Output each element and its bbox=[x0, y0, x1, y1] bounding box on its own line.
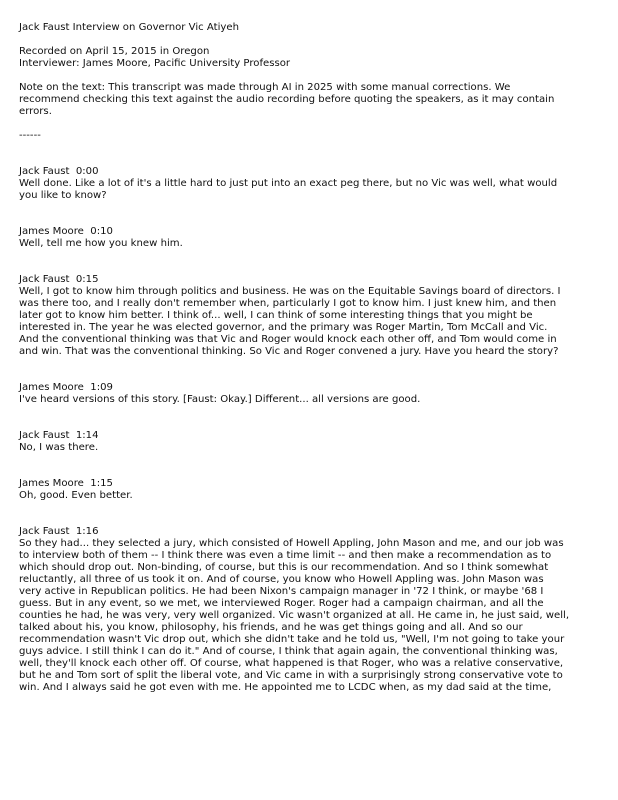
speech-line: Oh, good. Even better. bbox=[19, 490, 133, 501]
transcript-turns bbox=[19, 166, 609, 694]
transcript-turn bbox=[19, 430, 609, 454]
document-title: Jack Faust Interview on Governor Vic Atiyeh bbox=[19, 22, 239, 33]
transcript-turn bbox=[19, 382, 609, 406]
note-line: Note on the text: This transcript was made through AI in 2025 with some manual corrections. We bbox=[19, 82, 511, 93]
interviewer-info: Interviewer: James Moore, Pacific University Professor bbox=[19, 58, 291, 69]
speech-line: was there too, and I really don't remember when, particularly I got to know him. I just knew him, and then bbox=[19, 298, 557, 309]
speaker-timestamp: Jack Faust 0:15 bbox=[19, 274, 99, 285]
speech-line: Well, I got to know him through politics and business. He was on the Equitable Savings board of directors. I bbox=[19, 286, 561, 297]
note-line: errors. bbox=[19, 106, 52, 117]
speech-line: guess. But in any event, so we met, we interviewed Roger. Roger had a campaign chairman, and all the bbox=[19, 598, 544, 609]
speaker-timestamp: Jack Faust 0:00 bbox=[19, 166, 99, 177]
speech-line: No, I was there. bbox=[19, 442, 99, 453]
speaker-timestamp: Jack Faust 1:14 bbox=[19, 430, 99, 441]
speech-line: And the conventional thinking was that Vic and Roger would knock each other off, and Tom would come in bbox=[19, 334, 557, 345]
speaker-timestamp: James Moore 0:10 bbox=[19, 226, 113, 237]
speech-line: you like to know? bbox=[19, 190, 107, 201]
speech-line: which should drop out. Non-binding, of course, but this is our recommendation. And so I think somewhat bbox=[19, 562, 549, 573]
transcript-page bbox=[19, 22, 609, 694]
speech-line: Well done. Like a lot of it's a little hard to just put into an exact peg there, but no Vic was well, what would bbox=[19, 178, 558, 189]
transcript-note bbox=[19, 82, 609, 118]
speech-line: very active in Republican politics. He had been Nixon's campaign manager in '72 I think, or maybe '68 I bbox=[19, 586, 544, 597]
speaker-timestamp: Jack Faust 1:16 bbox=[19, 526, 99, 537]
transcript-turn bbox=[19, 526, 609, 694]
speech-line: interested in. The year he was elected governor, and the primary was Roger Martin, Tom McCall and Vic. bbox=[19, 322, 548, 333]
speech-line: later got to know him better. I think of... well, I can think of some interesting things that you might be bbox=[19, 310, 533, 321]
speech-line: well, they'll knock each other off. Of course, what happened is that Roger, who was a relative conservative, bbox=[19, 658, 564, 669]
speaker-timestamp: James Moore 1:09 bbox=[19, 382, 113, 393]
speech-line: counties he had, he was very, very well organized. Vic wasn't organized at all. He came in, he just said, well, bbox=[19, 610, 570, 621]
speech-line: reluctantly, all three of us took it on. And of course, you know who Howell Appling was. John Mason was bbox=[19, 574, 544, 585]
speech-line: to interview both of them -- I think there was even a time limit -- and then make a recommendation as to bbox=[19, 550, 552, 561]
transcript-turn bbox=[19, 166, 609, 202]
divider: ------ bbox=[19, 130, 41, 141]
note-line: recommend checking this text against the audio recording before quoting the speakers, as it may contain bbox=[19, 94, 555, 105]
speech-line: guys advice. I still think I can do it." And of course, I think that again again, the conventional thinking was, bbox=[19, 646, 558, 657]
speech-line: win. And I always said he got even with me. He appointed me to LCDC when, as my dad said at the time, bbox=[19, 682, 552, 693]
speaker-timestamp: James Moore 1:15 bbox=[19, 478, 113, 489]
transcript-turn bbox=[19, 478, 609, 502]
speech-line: So they had... they selected a jury, which consisted of Howell Appling, John Mason and me, and our job was bbox=[19, 538, 564, 549]
transcript-turn bbox=[19, 226, 609, 250]
speech-line: talked about his, you know, philosophy, his friends, and he was get things going and all. And so our bbox=[19, 622, 523, 633]
speech-line: recommendation wasn't Vic drop out, which she didn't take and he told us, "Well, I'm not going to take your bbox=[19, 634, 565, 645]
transcript-turn bbox=[19, 274, 609, 358]
speech-line: Well, tell me how you knew him. bbox=[19, 238, 183, 249]
speech-line: and win. That was the conventional thinking. So Vic and Roger convened a jury. Have you heard the story? bbox=[19, 346, 559, 357]
recording-info: Recorded on April 15, 2015 in Oregon bbox=[19, 46, 210, 57]
speech-line: I've heard versions of this story. [Faust: Okay.] Different... all versions are good. bbox=[19, 394, 421, 405]
speech-line: but he and Tom sort of split the liberal vote, and Vic came in with a surprisingly strong conservative vote to bbox=[19, 670, 563, 681]
